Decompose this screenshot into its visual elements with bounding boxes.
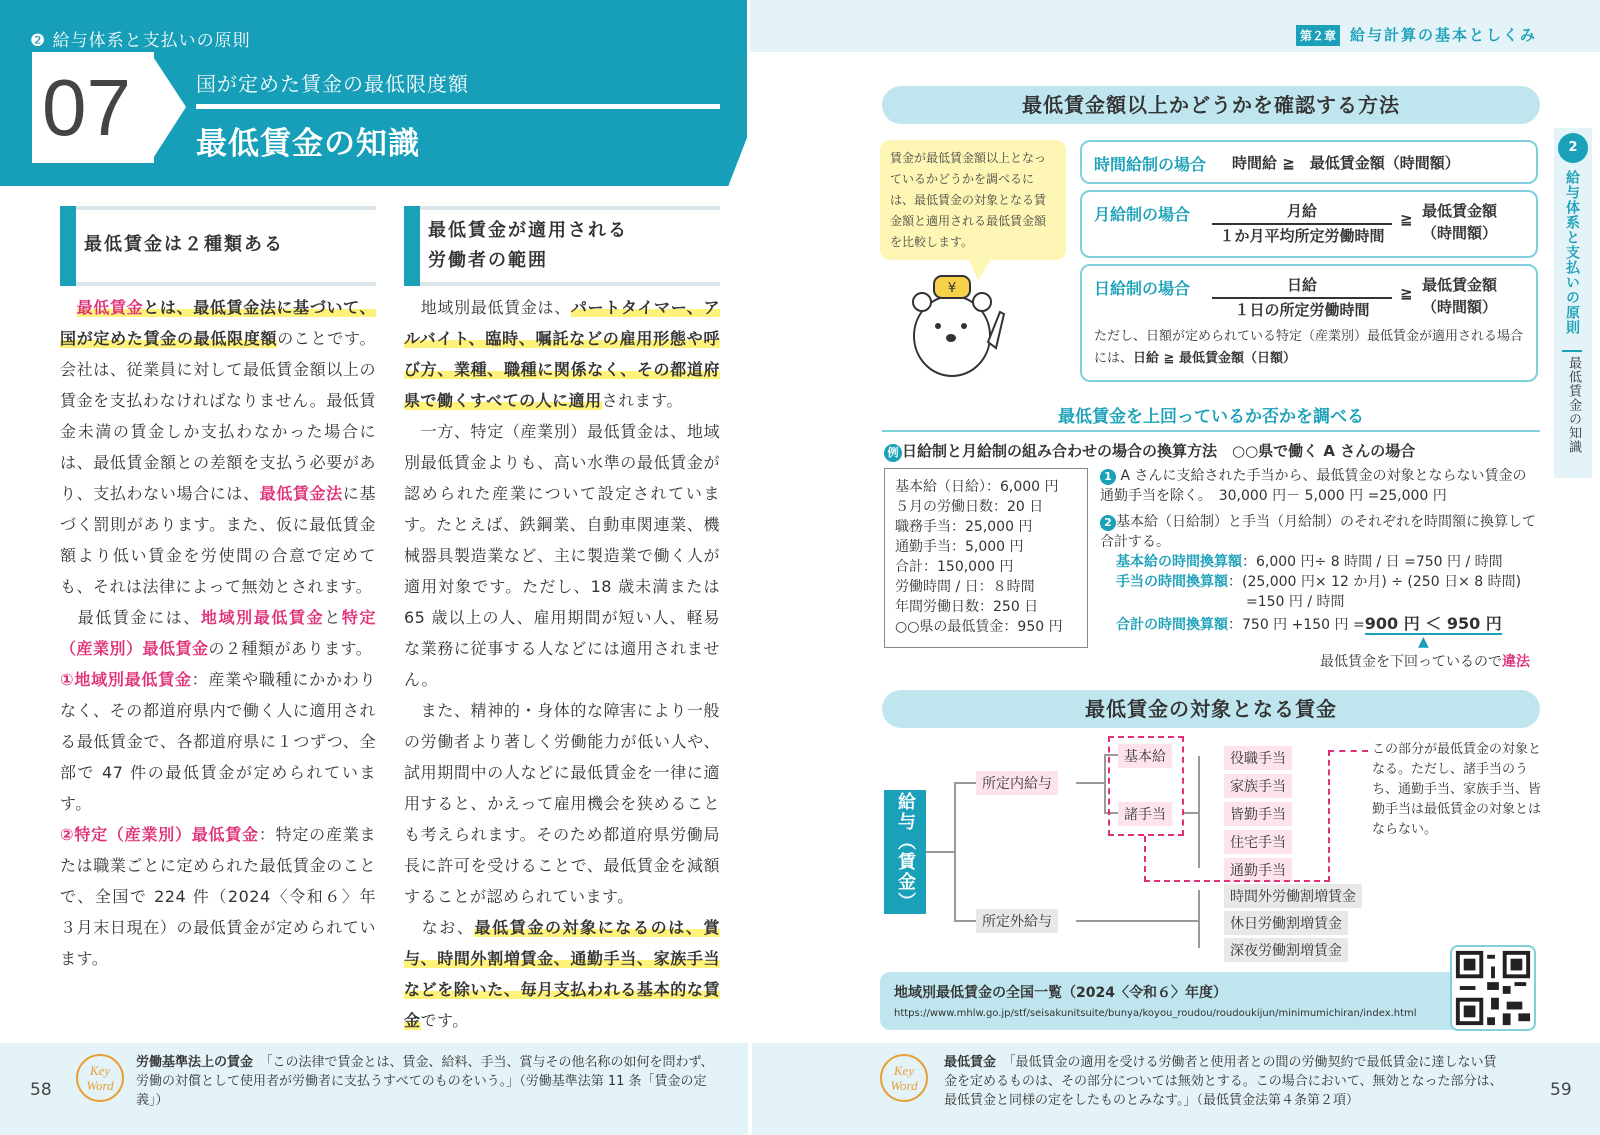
min-wage-hourly: 最低賃金額 （時間額） bbox=[1422, 202, 1498, 242]
term-regional: 地域別最低賃金 bbox=[200, 608, 325, 627]
tree-line bbox=[1076, 782, 1104, 784]
example-item: 合計：150,000 円 bbox=[895, 559, 1014, 575]
example-item: 基本給（日給）：6,000 円 bbox=[895, 479, 1059, 495]
page-number-right: 59 bbox=[1550, 1080, 1572, 1100]
section-number: 07 bbox=[42, 63, 131, 152]
col2-text: です。 bbox=[420, 1011, 469, 1030]
below-note: 最低賃金を下回っているので違法 bbox=[1320, 654, 1530, 670]
allowance-item: 役職手当 bbox=[1224, 746, 1292, 770]
allowances: 諸手当 bbox=[1118, 802, 1172, 826]
highlight-scope: パートタイマー、アルバイト、臨時、嘱託などの雇用形態や呼び方、業種、職種に関係なく、その都道府県で働くすべての人に適用 bbox=[404, 298, 720, 410]
keyword-term: 労働基準法上の賃金 bbox=[136, 1055, 254, 1070]
term-min-wage-law: 最低賃金法 bbox=[259, 484, 343, 503]
target-dashed-right bbox=[1328, 750, 1368, 882]
col2-body bbox=[404, 292, 720, 1036]
page-number-left: 58 bbox=[30, 1080, 52, 1100]
monthly-fraction bbox=[1212, 200, 1392, 246]
up-arrow-icon: ▲ bbox=[1418, 634, 1429, 650]
calc-text: ：(25,000 円× 12 か月) ÷ (250 日× 8 時間) bbox=[1228, 574, 1522, 590]
section-label: ❷ 給与体系と支払いの原則 bbox=[30, 31, 251, 51]
calc-allowance-result: =150 円 / 時間 bbox=[1246, 594, 1345, 610]
illegal-label: 違法 bbox=[1502, 654, 1530, 670]
tree-line bbox=[926, 851, 954, 853]
monthly-label: 月給制の場合 bbox=[1094, 205, 1191, 224]
target-heading: 最低賃金の対象となる賃金 bbox=[882, 690, 1540, 728]
side-tab-number: 2 bbox=[1558, 133, 1588, 163]
keyword-left-text bbox=[136, 1053, 726, 1110]
target-note: この部分が最低賃金の対象となる。ただし、諸手当のうち、通勤手当、家族手当、皆勤手当は最低賃金の対象とはならない。 bbox=[1372, 742, 1542, 837]
col2-text: されます。 bbox=[601, 391, 683, 410]
wage-root: 給与（賃金） bbox=[884, 790, 926, 914]
col2-heading-text: 最低賃金が適用される bbox=[428, 220, 628, 241]
url-title: 地域別最低賃金の全国一覧（2024〈令和６〉年度） bbox=[894, 985, 1227, 1001]
check-divider bbox=[882, 430, 1540, 432]
bear-mascot-icon bbox=[904, 272, 1008, 384]
side-tab-topic: 最低賃金の知識 bbox=[1566, 356, 1581, 454]
example-item: ○○県の最低賃金：950 円 bbox=[895, 619, 1063, 635]
non-scheduled-pay: 所定外給与 bbox=[976, 909, 1058, 933]
step-1 bbox=[1100, 466, 1540, 506]
step-text: A さんに支給された手当から、最低賃金の対象とならない賃金の通勤手当を除く。 30,000 円－ 5,000 円 =25,000 円 bbox=[1100, 468, 1527, 504]
col2-text: また、精神的・身体的な障害により一般の労働者より著しく労働能力が低い人や、試用期間中の人などに最低賃金を一律に適用すると、かえって雇用機会を狭めることも考えられます。そのため都道府県労働局長に許可を受けることで、最低賃金を減額することが認められています。 bbox=[404, 701, 720, 906]
geq-sign: ≧ bbox=[1400, 284, 1413, 302]
item-regional: ①地域別最低賃金 bbox=[60, 670, 192, 689]
tree-line bbox=[1184, 812, 1198, 814]
tree-line bbox=[1198, 890, 1200, 948]
fraction-denominator: １日の所定労働時間 bbox=[1234, 301, 1370, 319]
side-tab-section: 給与体系と支払いの原則 bbox=[1564, 170, 1580, 335]
col1-text: ：特定の産業または職業ごとに定められた最低賃金のことで、全国で 224 件（2024〈令和６〉年３月末日現在）の最低賃金が定められています。 bbox=[60, 825, 376, 968]
scheduled-pay: 所定内給与 bbox=[976, 771, 1058, 795]
heading-bar bbox=[60, 206, 76, 286]
keyword-definition: 「最低賃金の適用を受ける労働者と使用者との間の労働契約で最低賃金に達しない賃金を定めるものは、その部分については無効とする。この場合において、無効となった部分は、最低賃金と同様の定をしたものとみなす。」（最低賃金法第４条第２項） bbox=[944, 1055, 1503, 1108]
rule-hourly bbox=[1080, 140, 1538, 184]
example-item: 職務手当：25,000 円 bbox=[895, 519, 1033, 535]
side-tab-divider bbox=[1562, 350, 1582, 352]
example-item: 通勤手当：5,000 円 bbox=[895, 539, 1024, 555]
min-wage-hourly: 最低賃金額 （時間額） bbox=[1422, 276, 1498, 316]
example-mark: 例 bbox=[884, 444, 902, 462]
calc-label: 合計の時間換算額 bbox=[1116, 617, 1228, 633]
col2-heading-text: 労働者の範囲 bbox=[428, 250, 548, 271]
col1-heading bbox=[60, 206, 376, 286]
item-specific: ②特定（産業別）最低賃金 bbox=[60, 825, 259, 844]
calc-label: 基本給の時間換算額 bbox=[1116, 554, 1242, 570]
allowance-item: 皆勤手当 bbox=[1224, 802, 1292, 826]
calc-total bbox=[1116, 614, 1546, 635]
tree-line bbox=[954, 920, 976, 922]
example-data-box bbox=[884, 468, 1088, 648]
page-subtitle: 国が定めた賃金の最低限度額 bbox=[196, 72, 469, 96]
rule-monthly bbox=[1080, 190, 1538, 258]
hourly-rule: 時間給 ≧ 最低賃金額（時間額） bbox=[1232, 154, 1460, 172]
step-2 bbox=[1100, 512, 1540, 552]
step-number: 2 bbox=[1100, 515, 1116, 531]
qr-code-icon bbox=[1452, 947, 1534, 1029]
daily-note-rule: 日給 ≧ 最低賃金額（日額） bbox=[1133, 351, 1296, 366]
chapter-badge: 第２章 bbox=[1296, 25, 1340, 46]
col1-text: ：産業や職種にかかわりなく、その都道府県内で働く人に適用される最低賃金で、各都道府県に１つずつ、全部で 47 件の最低賃金が定められています。 bbox=[60, 670, 376, 813]
example-item: 労働時間 / 日：８時間 bbox=[895, 579, 1035, 595]
step-number: 1 bbox=[1100, 469, 1116, 485]
calc-text: ：6,000 円÷ 8 時間 / 日 =750 円 / 時間 bbox=[1242, 554, 1503, 570]
overtime-item: 休日労働割増賃金 bbox=[1224, 911, 1348, 935]
highlight-definition: とは、最低賃金法に基づいて、国が定めた賃金の最低限度額 bbox=[60, 298, 376, 348]
example-title-row bbox=[884, 440, 1415, 462]
step-text: 基本給（日給制）と手当（月給制）のそれぞれを時間額に換算して合計する。 bbox=[1100, 514, 1536, 550]
overtime-item: 時間外労働割増賃金 bbox=[1224, 884, 1362, 908]
geq-sign: ≧ bbox=[1400, 210, 1413, 228]
tree-line bbox=[954, 782, 956, 920]
col2-text: 一方、特定（産業別）最低賃金は、地域別最低賃金よりも、高い水準の最低賃金が認められた産業について設定されています。たとえば、鉄鋼業、自動車関連業、機械器具製造業など、主に製造業で働く人が適用対象です。ただし、18 歳未満または 65 歳以上の人、雇用期間が短い人、軽易な業務に従事する人などには適用されません。 bbox=[404, 422, 720, 689]
col1-heading-text: 最低賃金は２種類ある bbox=[84, 234, 284, 255]
keyword-term: 最低賃金 bbox=[944, 1055, 997, 1070]
speech-bubble: 賃金が最低賃金額以上となっているかどうかを調べるには、最低賃金の対象となる賃金額と適用される最低賃金額を比較します。 bbox=[880, 140, 1066, 260]
term-min-wage: 最低賃金 bbox=[76, 298, 144, 317]
tree-line bbox=[1104, 754, 1106, 812]
keyword-logo: Key Word bbox=[880, 1054, 928, 1102]
keyword-logo: Key Word bbox=[76, 1054, 124, 1102]
allowance-item: 住宅手当 bbox=[1224, 830, 1292, 854]
page-title: 最低賃金の知識 bbox=[196, 126, 420, 162]
col1-text: に基づく罰則があります。また、仮に最低賃金額より低い賃金を労使間の合意で定めても、それは法律によって無効とされます。 bbox=[60, 484, 376, 596]
target-dashed-bottom bbox=[1144, 836, 1330, 882]
col2-text: なお、 bbox=[421, 918, 475, 937]
calc-label: 手当の時間換算額 bbox=[1116, 574, 1228, 590]
highlight-target: 最低賃金の対象になるのは、賞与、時間外割増賃金、通勤手当、家族手当などを除いた、毎月支払われる基本的な賃金 bbox=[404, 918, 720, 1030]
allowance-item: 家族手当 bbox=[1224, 774, 1292, 798]
calc-allowance bbox=[1116, 572, 1546, 592]
heading-bar bbox=[404, 206, 420, 286]
example-item: 年間労働日数：250 日 bbox=[895, 599, 1039, 615]
fraction-numerator: 日給 bbox=[1212, 274, 1392, 299]
col1-text: の２種類があります。 bbox=[208, 639, 373, 658]
fraction-numerator: 月給 bbox=[1212, 200, 1392, 225]
rule-daily bbox=[1080, 264, 1538, 382]
example-title: 日給制と月給制の組み合わせの場合の換算方法 ○○県で働く A さんの場合 bbox=[902, 442, 1416, 460]
check-heading: 最低賃金を上回っているか否かを調べる bbox=[1058, 407, 1364, 427]
hourly-label: 時間給制の場合 bbox=[1094, 155, 1207, 174]
keyword-right-text bbox=[944, 1053, 1504, 1110]
col1-text: のことです。会社は、従業員に対して最低賃金額以上の賃金を支払わなければなりません。最低賃金未満の賃金しか支払わなかった場合には、最低賃金額との差額を支払う必要があり、支払わない場合には、 bbox=[60, 329, 376, 503]
target-dashed-inner bbox=[1108, 736, 1184, 836]
keyword-definition: 「この法律で賃金とは、賃金、給料、手当、賞与その他名称の如何を問わず、労働の対償として使用者が労働者に支払うすべてのものをいう。」（労働基準法第 11 条「賃金の定義」） bbox=[136, 1055, 714, 1108]
chapter-title: 給与計算の基本としくみ bbox=[1350, 26, 1538, 44]
calc-comparison: 900 円 ＜ 950 円 bbox=[1364, 614, 1502, 633]
method-heading: 最低賃金額以上かどうかを確認する方法 bbox=[882, 86, 1540, 124]
allowance-item: 通勤手当 bbox=[1224, 858, 1292, 882]
title-divider bbox=[196, 104, 720, 109]
overtime-item: 深夜労働割増賃金 bbox=[1224, 938, 1348, 962]
fraction-denominator: １か月平均所定労働時間 bbox=[1219, 227, 1385, 245]
url-link[interactable]: https://www.mhlw.go.jp/stf/seisakunitsuite/bunya/koyou_roudou/roudoukijun/minimumichiran/index.html bbox=[894, 1008, 1417, 1019]
svg-text:¥: ¥ bbox=[947, 281, 957, 296]
calc-text: ：750 円 +150 円 = bbox=[1228, 617, 1365, 633]
tree-line bbox=[954, 782, 976, 784]
col1-text: 最低賃金には、 bbox=[77, 608, 201, 627]
qr-code[interactable] bbox=[1450, 945, 1536, 1031]
col2-text: 地域別最低賃金は、 bbox=[420, 298, 571, 317]
daily-fraction bbox=[1212, 274, 1392, 320]
term-specific: 特定（産業別）最低賃金 bbox=[60, 608, 376, 658]
col1-body bbox=[60, 292, 376, 974]
example-item: ５月の労働日数：20 日 bbox=[895, 499, 1044, 515]
col1-text: と bbox=[324, 608, 342, 627]
col2-heading bbox=[404, 206, 720, 286]
calc-base bbox=[1116, 552, 1546, 572]
tree-line bbox=[1076, 920, 1198, 922]
base-pay: 基本給 bbox=[1118, 744, 1172, 768]
daily-label: 日給制の場合 bbox=[1094, 279, 1191, 298]
daily-note: ただし、日額が定められている特定（産業別）最低賃金が適用される場合には、日給 ≧ 最低賃金額（日額） bbox=[1094, 329, 1524, 366]
